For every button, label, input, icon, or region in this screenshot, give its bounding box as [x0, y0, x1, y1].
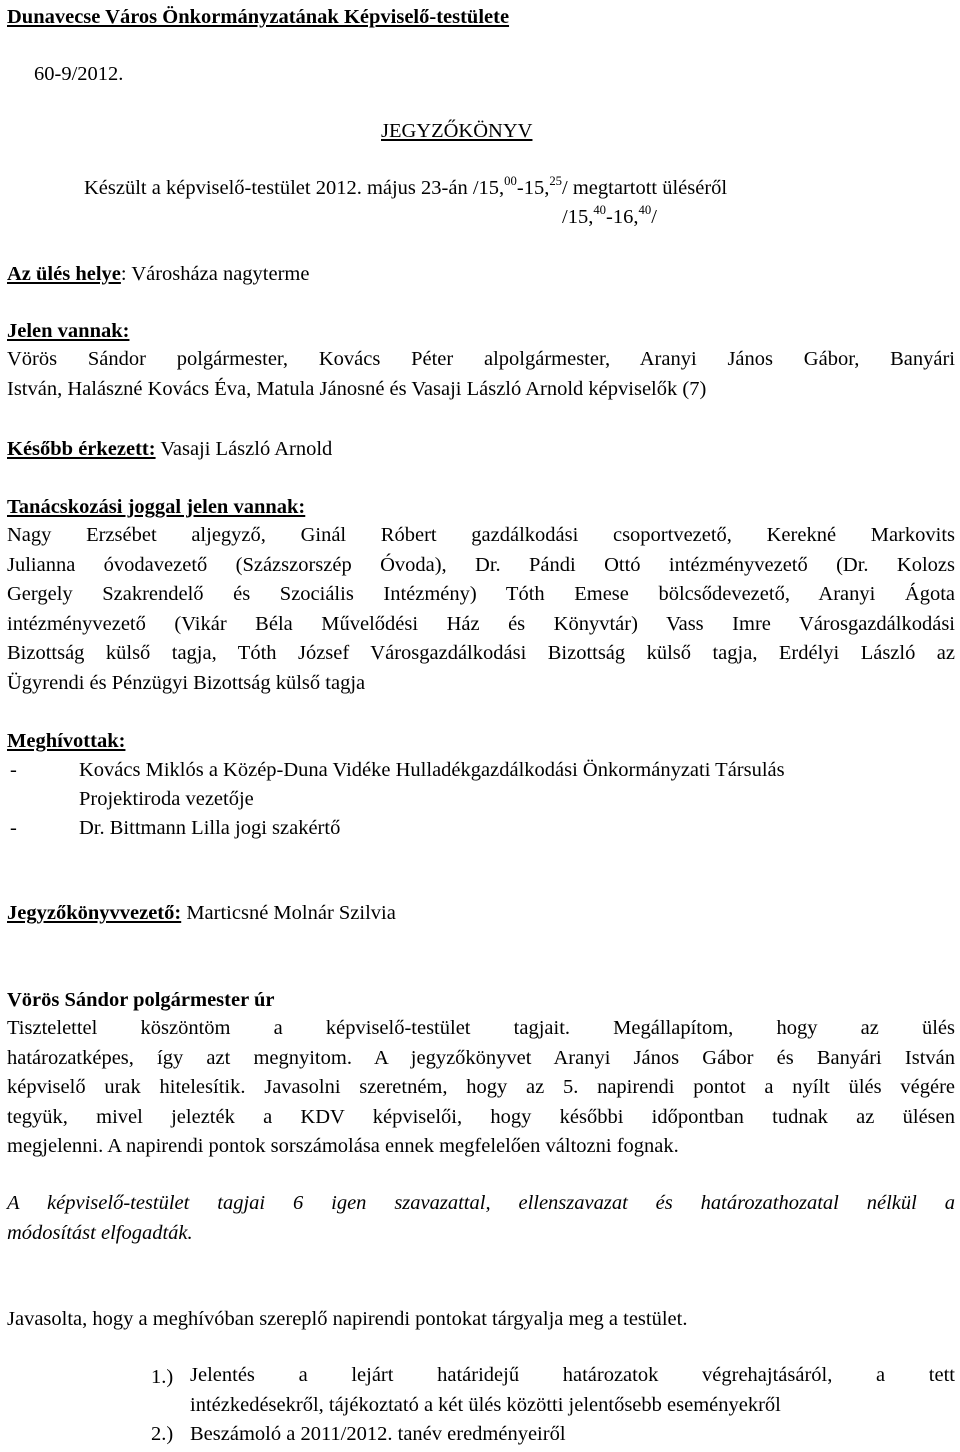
agenda-line: intézkedésekről, tájékoztató a két ülés közötti jelentősebb eseményekről — [190, 1393, 781, 1416]
late-arrival-value: Vasaji László Arnold — [155, 438, 333, 460]
advisory-line: Julianna óvodavezető (Százszorszép Óvoda), Dr. Pándi Ottó intézményvezető (Dr. Kolozs — [7, 553, 955, 576]
venue-line — [7, 264, 309, 285]
invited-dash: - — [10, 817, 17, 839]
session-info-text: Készült a képviselő-testület 2012. május 23-án /15, — [84, 177, 505, 199]
advisory-line: intézményvezető (Vikár Béla Művelődési Ház és Könyvtár) Vass Imre Városgazdálkodási — [7, 612, 955, 635]
agenda-number: 1.) — [151, 1366, 174, 1388]
invited-item-line: Projektiroda vezetője — [79, 788, 254, 810]
invited-dash: - — [10, 759, 17, 781]
advisory-list — [7, 521, 955, 699]
resolution-text — [7, 1189, 955, 1248]
advisory-line: Nagy Erzsébet aljegyző, Ginál Róbert gazdálkodási csoportvezető, Kerekné Markovits — [7, 524, 955, 546]
speech-line: tegyük, mivel jelezték a KDV képviselői, hogy későbbi időpontban tudnak az ülésen — [7, 1105, 955, 1128]
advisory-line: Ügyrendi és Pénzügyi Bizottság külső tagja — [7, 671, 366, 694]
agenda-number: 2.) — [151, 1423, 174, 1445]
speech-line: határozatképes, így azt megnyitom. A jegyzőkönyvet Aranyi János Gábor és Banyári István — [7, 1046, 955, 1069]
advisory-line: Bizottság külső tagja, Tóth József Városgazdálkodási Bizottság külső tagja, Erdélyi László az — [7, 642, 955, 665]
speaker-name: Vörös Sándor polgármester úr — [7, 989, 275, 1011]
session-info-text: -16, — [606, 206, 639, 228]
invited-label: Meghívottak: — [7, 730, 126, 752]
present-label: Jelen vannak: — [7, 320, 130, 342]
session-info-line — [84, 174, 728, 199]
session-info-text: /15, — [562, 206, 594, 228]
document-title: JEGYZŐKÖNYV — [381, 120, 533, 142]
resolution-line: A képviselő-testület tagjai 6 igen szavazattal, ellenszavazat és határozathozatal nélkül a — [7, 1192, 955, 1214]
speech-line: megjelenni. A napirendi pontok sorszámolása ennek megfelelően változni fognak. — [7, 1135, 679, 1158]
recorder-label: Jegyzőkönyvvezető: — [7, 902, 182, 924]
present-line: István, Halászné Kovács Éva, Matula Jánosné és Vasaji László Arnold képviselők (7) — [7, 377, 707, 400]
invited-item-line: Kovács Miklós a Közép-Duna Vidéke Hulladékgazdálkodási Önkormányzati Társulás — [79, 759, 785, 781]
late-arrival-label: Később érkezett: — [7, 438, 156, 460]
speech-text — [7, 1014, 955, 1162]
session-info-line-2 — [562, 203, 657, 228]
start-minute: 40 — [593, 203, 607, 218]
speech-line: Tisztelettel köszöntöm a képviselő-testület tagjait. Megállapítom, hogy az ülés — [7, 1017, 955, 1039]
speech-line: képviselő urak hitelesítik. Javasolni szeretném, hogy az 5. napirendi pontot a nyílt ülés végére — [7, 1076, 955, 1099]
invited-item-line: Dr. Bittmann Lilla jogi szakértő — [79, 817, 341, 839]
late-arrival-line — [7, 439, 332, 460]
resolution-line: módosítást elfogadták. — [7, 1221, 193, 1244]
agenda-line: Jelentés a lejárt határidejű határozatok végrehajtásáról, a tett — [190, 1364, 955, 1386]
present-list — [7, 345, 955, 404]
end-minute: 25 — [549, 174, 563, 189]
recorder-line — [7, 903, 396, 924]
recorder-value: Marticsné Molnár Szilvia — [181, 902, 396, 924]
present-line: Vörös Sándor polgármester, Kovács Péter alpolgármester, Aranyi János Gábor, Banyári — [7, 348, 955, 370]
end-minute: 40 — [638, 203, 652, 218]
advisory-label: Tanácskozási joggal jelen vannak: — [7, 496, 306, 518]
reference-number: 60-9/2012. — [34, 63, 124, 85]
session-info-text: / — [651, 206, 657, 228]
start-minute: 00 — [504, 174, 517, 189]
venue-label: Az ülés helye — [7, 263, 121, 285]
agenda-item-1 — [190, 1361, 955, 1420]
proposal-text: Javasolta, hogy a meghívóban szereplő napirendi pontokat tárgyalja meg a testület. — [7, 1308, 688, 1330]
session-info-text: -15, — [516, 177, 550, 199]
venue-separator: : — [120, 263, 132, 285]
advisory-line: Gergely Szakrendelő és Szociális Intézmény) Tóth Emese bölcsődevezető, Aranyi Ágota — [7, 583, 955, 606]
session-info-text: / megtartott üléséről — [562, 177, 728, 199]
venue-value: Városháza nagyterme — [131, 263, 310, 285]
institution-heading: Dunavecse Város Önkormányzatának Képviselő-testülete — [7, 6, 510, 28]
agenda-line: Beszámoló a 2011/2012. tanév eredményeiről — [190, 1423, 566, 1445]
